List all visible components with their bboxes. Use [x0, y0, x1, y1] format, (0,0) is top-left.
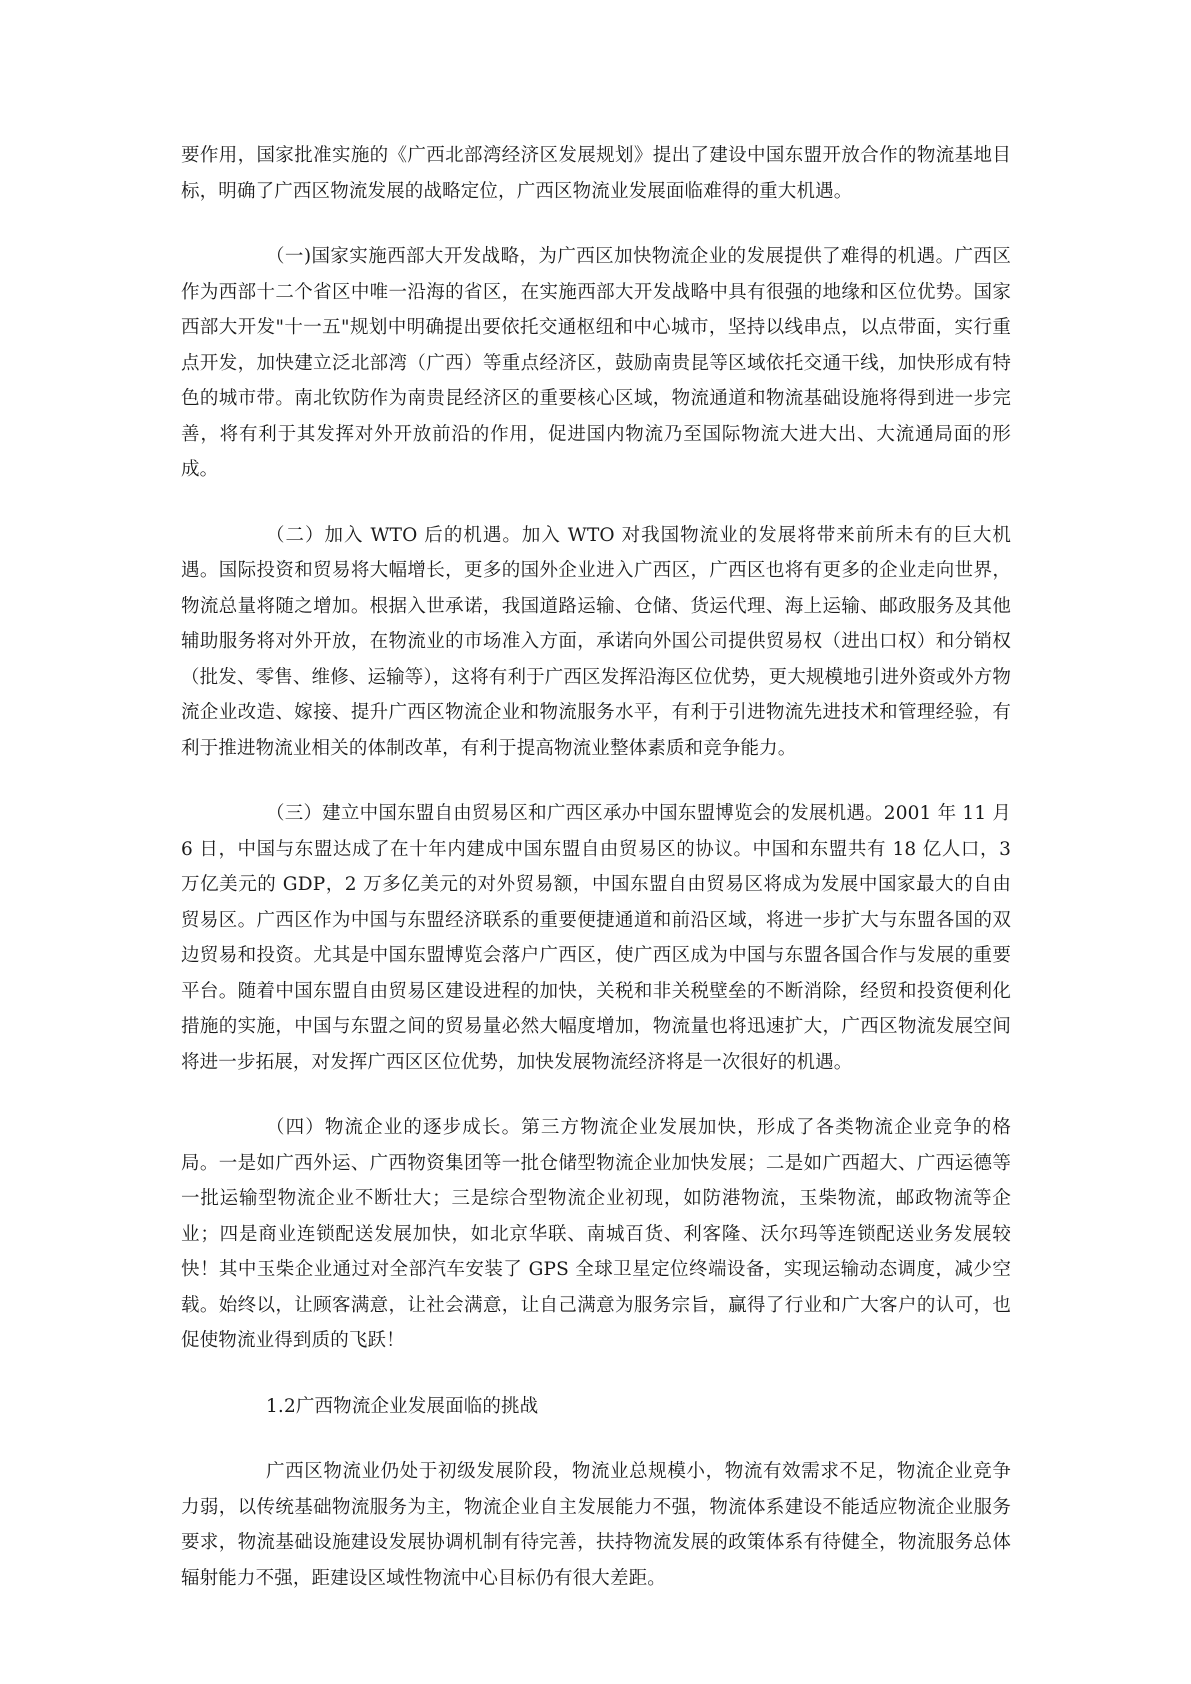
- document-body: [181, 138, 1011, 1626]
- paragraph-western-development: （一)国家实施西部大开发战略，为广西区加快物流企业的发展提供了难得的机遇。广西区作为西部十二个省区中唯一沿海的省区，在实施西部大开发战略中具有很强的地缘和区位优势。国家西部大开发"十一五"规划中明确提出要依托交通枢纽和中心城市，坚持以线串点，以点带面，实行重点开发，加快建立泛北部湾（广西）等重点经济区，鼓励南贵昆等区域依托交通干线，加快形成有特色的城市带。南北钦防作为南贵昆经济区的重要核心区域，物流通道和物流基础设施将得到进一步完善，将有利于其发挥对外开放前沿的作用，促进国内物流乃至国际物流大进大出、大流通局面的形成。: [181, 246, 1011, 480]
- paragraph-intro-continuation: 要作用，国家批准实施的《广西北部湾经济区发展规划》提出了建设中国东盟开放合作的物流基地目标，明确了广西区物流发展的战略定位，广西区物流业发展面临难得的重大机遇。: [181, 145, 1011, 202]
- section-heading: 1.2广西物流企业发展面临的挑战: [266, 1395, 539, 1417]
- paragraph-asean-free-trade: （三）建立中国东盟自由贸易区和广西区承办中国东盟博览会的发展机遇。2001 年 11 月 6 日，中国与东盟达成了在十年内建成中国东盟自由贸易区的协议。中国和东盟共有 18 亿人口，3 万亿美元的 GDP，2 万多亿美元的对外贸易额，中国东盟自由贸易区将成为发展中国家最大的自由贸易区。广西区作为中国与东盟经济联系的重要便捷通道和前沿区域，将进一步扩大与东盟各国的双边贸易和投资。尤其是中国东盟博览会落户广西区，使广西区成为中国与东盟各国合作与发展的重要平台。随着中国东盟自由贸易区建设进程的加快，关税和非关税壁垒的不断消除，经贸和投资便利化措施的实施，中国与东盟之间的贸易量必然大幅度增加，物流量也将迅速扩大，广西区物流发展空间将进一步拓展，对发挥广西区区位优势，加快发展物流经济将是一次很好的机遇。: [181, 803, 1011, 1073]
- paragraph-challenges: 广西区物流业仍处于初级发展阶段，物流业总规模小，物流有效需求不足，物流企业竞争力弱，以传统基础物流服务为主，物流企业自主发展能力不强，物流体系建设不能适应物流企业服务要求，物流基础设施建设发展协调机制有待完善，扶持物流发展的政策体系有待健全，物流服务总体辐射能力不强，距建设区域性物流中心目标仍有很大差距。: [181, 1461, 1011, 1589]
- paragraph-wto-opportunity: （二）加入 WTO 后的机遇。加入 WTO 对我国物流业的发展将带来前所未有的巨大机遇。国际投资和贸易将大幅增长，更多的国外企业进入广西区，广西区也将有更多的企业走向世界，物流总量将随之增加。根据入世承诺，我国道路运输、仓储、货运代理、海上运输、邮政服务及其他辅助服务将对外开放，在物流业的市场准入方面，承诺向外国公司提供贸易权（进出口权）和分销权（批发、零售、维修、运输等），这将有利于广西区发挥沿海区位优势，更大规模地引进外资或外方物流企业改造、嫁接、提升广西区物流企业和物流服务水平，有利于引进物流先进技术和管理经验，有利于推进物流业相关的体制改革，有利于提高物流业整体素质和竞争能力。: [181, 524, 1012, 759]
- paragraph-logistics-growth: （四）物流企业的逐步成长。第三方物流企业发展加快，形成了各类物流企业竞争的格局。一是如广西外运、广西物资集团等一批仓储型物流企业加快发展；二是如广西超大、广西运德等一批运输型物流企业不断壮大；三是综合型物流企业初现，如防港物流，玉柴物流，邮政物流等企业；四是商业连锁配送发展加快，如北京华联、南城百货、利客隆、沃尔玛等连锁配送业务发展较快！其中玉柴企业通过对全部汽车安装了 GPS 全球卫星定位终端设备，实现运输动态调度，减少空载。始终以，让顾客满意，让社会满意，让自己满意为服务宗旨，赢得了行业和广大客户的认可，也促使物流业得到质的飞跃！: [181, 1117, 1011, 1351]
